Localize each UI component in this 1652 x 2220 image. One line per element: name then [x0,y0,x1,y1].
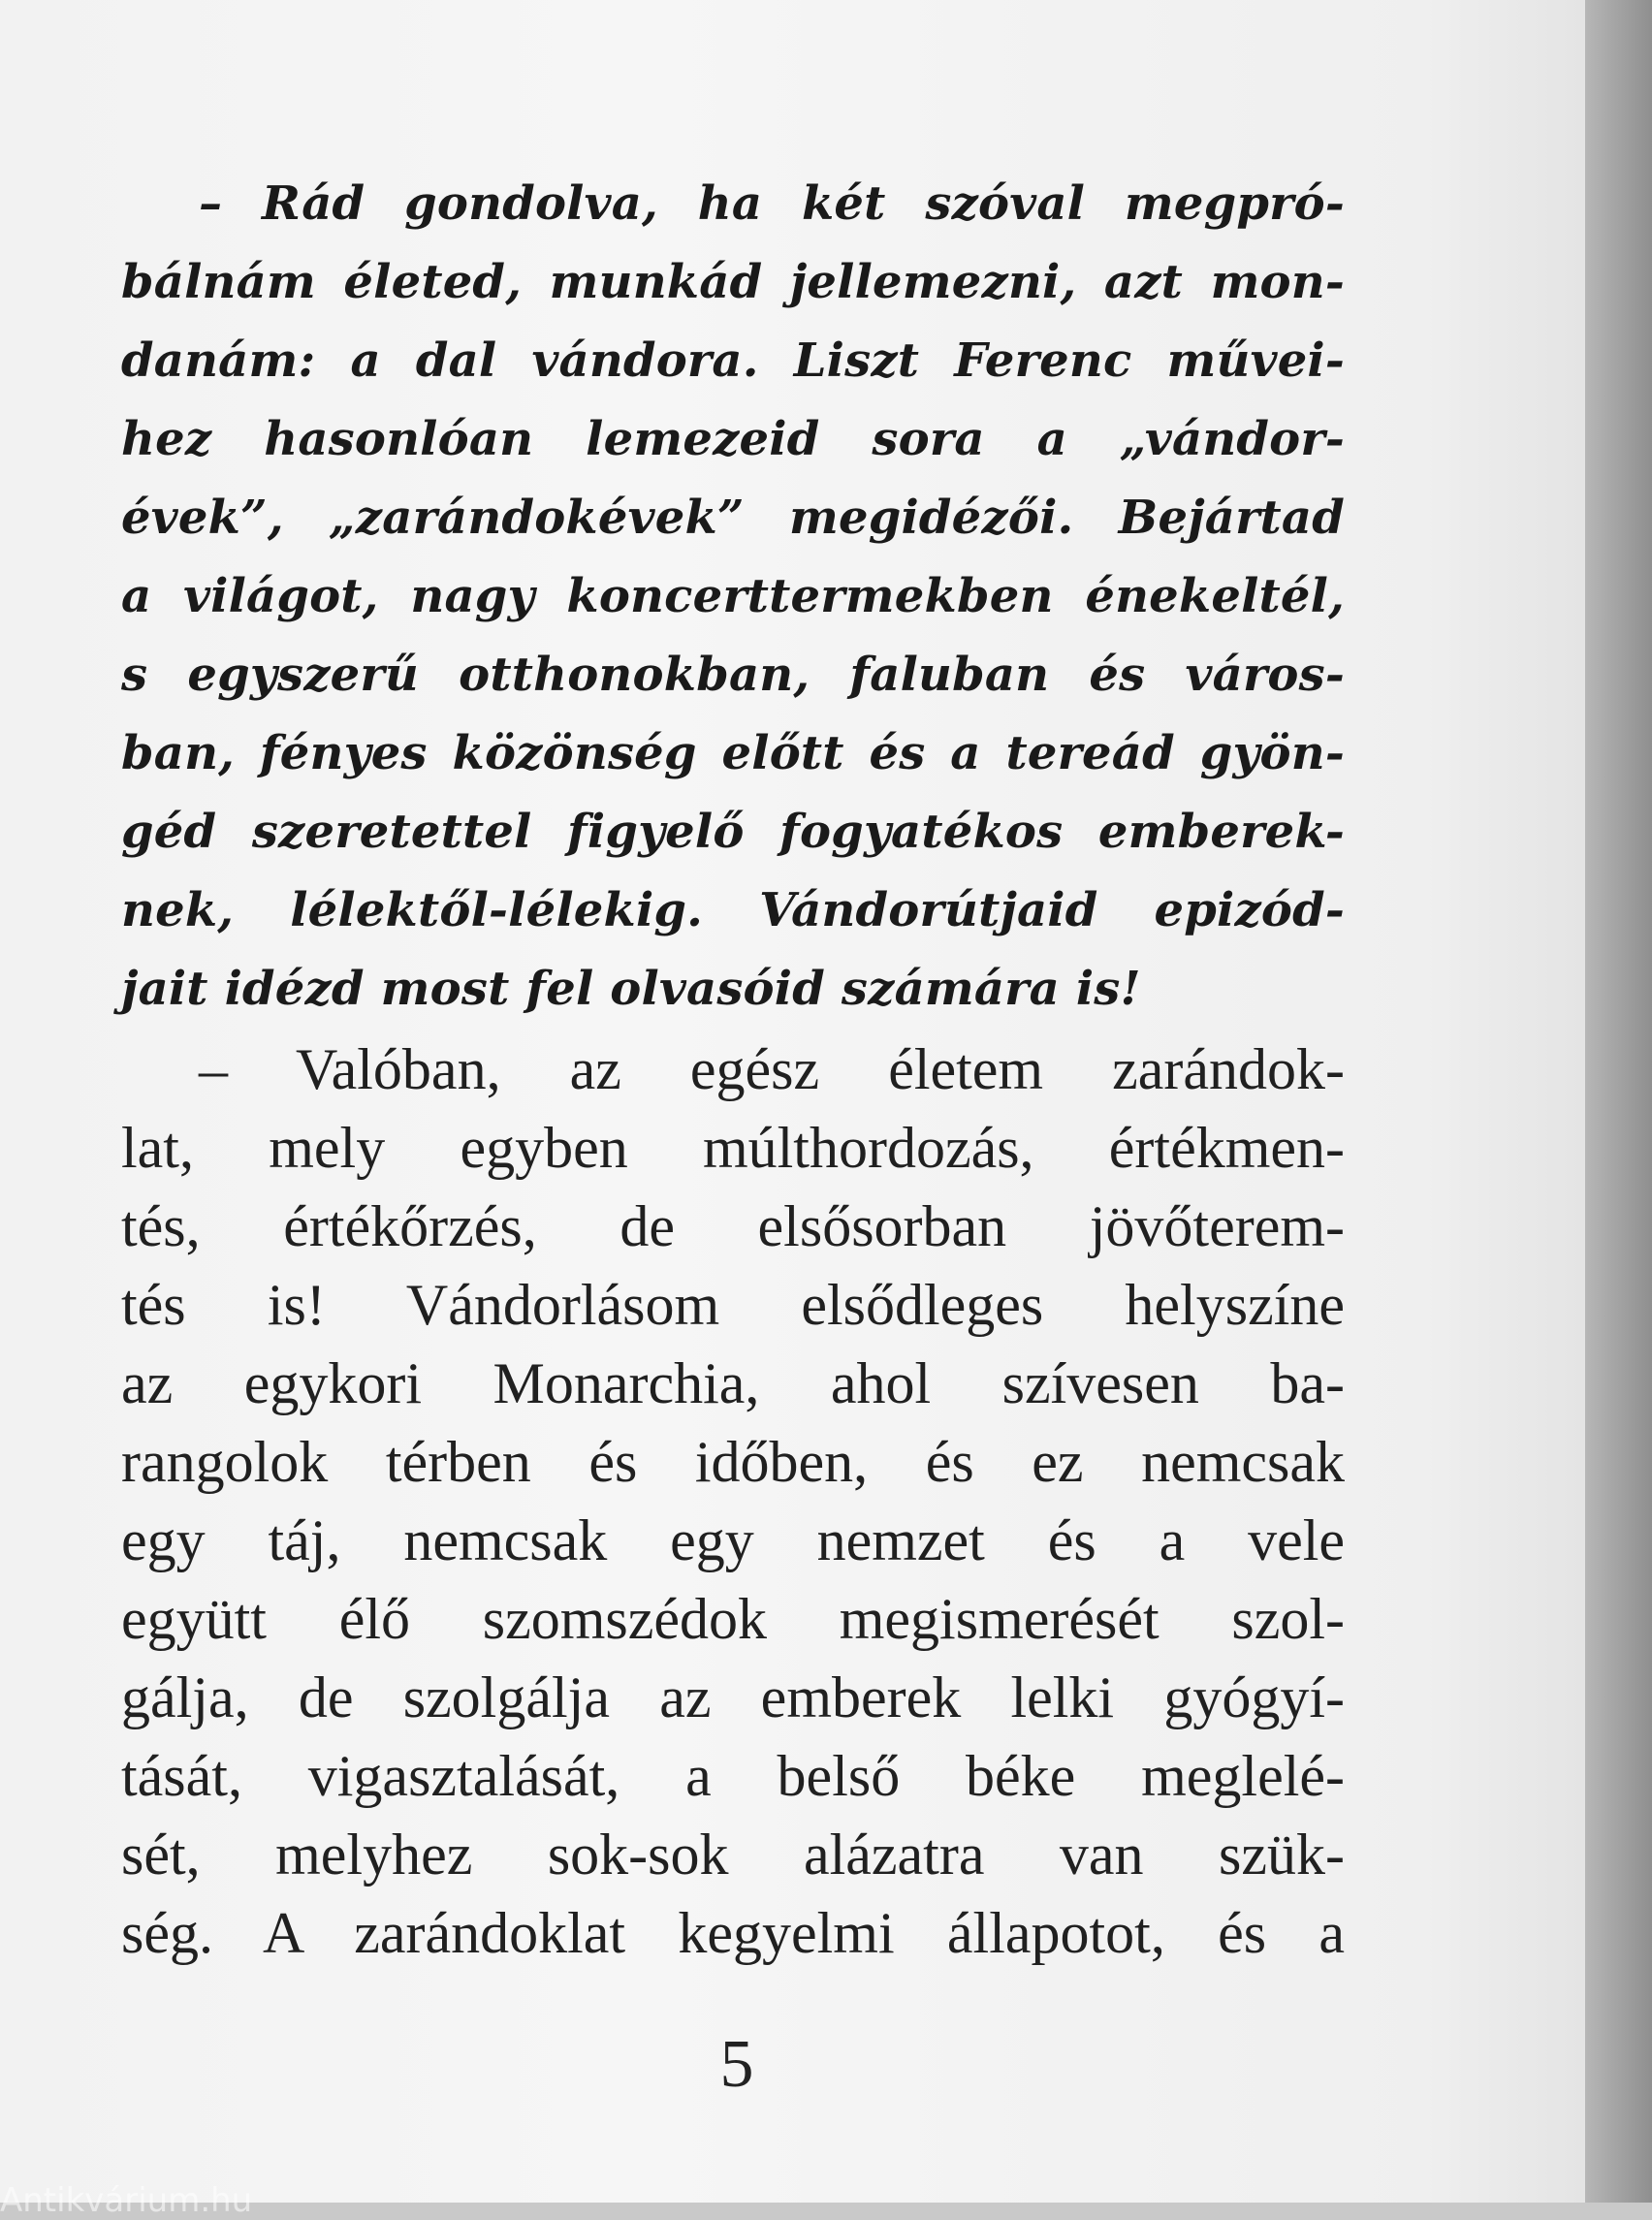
question-line: nek, lélektől-lélekig. Vándorútjaid epizód- [121,883,1345,937]
page-number: 5 [719,2027,754,2102]
question-line: géd szeretettel figyelő fogyatékos emberek- [121,805,1345,859]
answer-line: tés, értékőrzés, de elsősorban jövőterem- [121,1194,1345,1258]
question-line: danám: a dal vándora. Liszt Ferenc művei- [121,333,1345,388]
answer-line: – Valóban, az egész életem zarándok- [199,1037,1345,1101]
watermark: Antikvárium.hu [0,2181,253,2220]
question-line: jait idézd most fel olvasóid számára is! [121,962,1141,1016]
answer-line: lat, mely egyben múlthordozás, értékmen- [121,1116,1345,1180]
question-paragraph [121,165,1345,1029]
answer-line: az egykori Monarchia, ahol szívesen ba- [121,1351,1345,1415]
answer-line: együtt élő szomszédok megismerését szol- [121,1587,1345,1651]
question-line: évek”, „zarándokévek” megidézői. Bejártad [121,491,1345,545]
answer-line: egy táj, nemcsak egy nemzet és a vele [121,1508,1345,1572]
answer-line: tés is! Vándorlásom elsődleges helyszíne [121,1273,1345,1337]
question-line: a világot, nagy koncerttermekben énekeltél, [121,569,1345,623]
answer-line: rangolok térben és időben, és ez nemcsak [121,1430,1345,1494]
answer-line: sét, melyhez sok-sok alázatra van szük- [121,1823,1345,1887]
page-body [121,165,1345,1973]
answer-line: ség. A zarándoklat kegyelmi állapotot, és a [121,1901,1345,1965]
question-line: – Rád gondolva, ha két szóval megpró- [199,176,1345,231]
question-line: s egyszerű otthonokban, faluban és város- [121,648,1345,702]
answer-paragraph [121,1031,1345,1973]
question-line: hez hasonlóan lemezeid sora a „vándor- [121,412,1345,466]
question-line: ban, fényes közönség előtt és a tereád gyön- [121,726,1345,780]
answer-line: tását, vigasztalását, a belső béke meglelé- [121,1744,1345,1808]
question-line: bálnám életed, munkád jellemezni, azt mon- [121,255,1345,309]
answer-line: gálja, de szolgálja az emberek lelki gyógyí- [121,1665,1345,1729]
